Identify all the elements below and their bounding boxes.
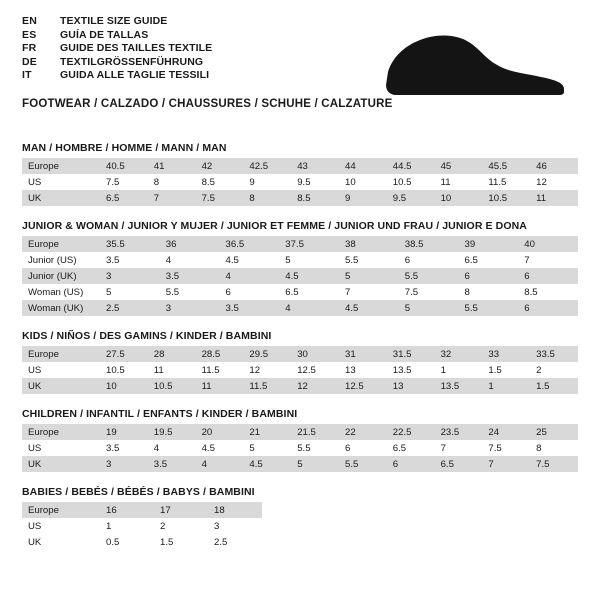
row-label: US [22, 362, 100, 378]
cell: 20 [196, 424, 244, 440]
section-title: KIDS / NIÑOS / DES GAMINS / KINDER / BAMBINI [22, 330, 272, 342]
cell: 30 [291, 346, 339, 362]
cell: 13 [339, 362, 387, 378]
cell: 13.5 [387, 362, 435, 378]
language-title-list [22, 16, 212, 84]
cell: 9.5 [291, 174, 339, 190]
cell: 39 [459, 236, 519, 252]
cell: 7.5 [482, 440, 530, 456]
cell: 11.5 [243, 378, 291, 394]
cell: 5 [339, 268, 399, 284]
section-kids [22, 330, 578, 394]
category-title: FOOTWEAR / CALZADO / CHAUSSURES / SCHUHE / CALZATURE [22, 97, 393, 110]
cell: 33 [482, 346, 530, 362]
row-label: UK [22, 378, 100, 394]
cell: 29.5 [243, 346, 291, 362]
cell: 28.5 [196, 346, 244, 362]
cell: 5 [291, 456, 339, 472]
row-label: UK [22, 456, 100, 472]
cell: 12.5 [291, 362, 339, 378]
language-code: ES [22, 28, 37, 41]
language-row [22, 43, 212, 57]
cell: 40.5 [100, 158, 148, 174]
cell: 5.5 [459, 300, 519, 316]
row-label: Europe [22, 424, 100, 440]
cell: 12.5 [339, 378, 387, 394]
language-row [22, 57, 212, 71]
cell: 41 [148, 158, 196, 174]
cell: 4 [279, 300, 339, 316]
cell: 8 [148, 174, 196, 190]
language-title: TEXTILE SIZE GUIDE [60, 15, 168, 27]
cell: 6 [220, 284, 280, 300]
cell: 3.5 [220, 300, 280, 316]
cell: 7 [518, 252, 578, 268]
cell: 7.5 [530, 456, 578, 472]
cell: 22 [339, 424, 387, 440]
cell: 10 [435, 190, 483, 206]
cell: 6.5 [279, 284, 339, 300]
table-row [22, 158, 578, 174]
section-man [22, 142, 578, 206]
cell: 10.5 [482, 190, 530, 206]
language-code: EN [22, 15, 37, 27]
cell: 3.5 [100, 252, 160, 268]
cell: 11.5 [482, 174, 530, 190]
cell: 3 [100, 456, 148, 472]
cell: 10.5 [148, 378, 196, 394]
cell: 4 [220, 268, 280, 284]
cell: 31.5 [387, 346, 435, 362]
cell: 4.5 [279, 268, 339, 284]
cell: 0.5 [100, 534, 154, 550]
cell: 2 [154, 518, 208, 534]
row-label: Europe [22, 236, 100, 252]
cell: 5.5 [160, 284, 220, 300]
cell: 19 [100, 424, 148, 440]
cell: 22.5 [387, 424, 435, 440]
cell: 5.5 [339, 252, 399, 268]
row-label: Woman (UK) [22, 300, 100, 316]
cell: 3.5 [160, 268, 220, 284]
cell: 37.5 [279, 236, 339, 252]
table-row [22, 362, 578, 378]
size-table [22, 502, 262, 550]
cell: 6.5 [459, 252, 519, 268]
cell: 6 [518, 268, 578, 284]
cell: 12 [530, 174, 578, 190]
cell: 10.5 [100, 362, 148, 378]
cell: 6 [339, 440, 387, 456]
cell: 6 [387, 456, 435, 472]
cell: 4.5 [220, 252, 280, 268]
language-title: GUÍA DE TALLAS [60, 28, 149, 41]
language-row [22, 16, 212, 30]
cell: 8.5 [518, 284, 578, 300]
language-title: GUIDE DES TAILLES TEXTILE [60, 42, 213, 54]
table-row [22, 236, 578, 252]
cell: 4 [196, 456, 244, 472]
table-row [22, 268, 578, 284]
size-table [22, 236, 578, 316]
cell: 5 [399, 300, 459, 316]
size-table [22, 158, 578, 206]
cell: 8 [243, 190, 291, 206]
cell: 42.5 [243, 158, 291, 174]
cell: 40 [518, 236, 578, 252]
size-table [22, 346, 578, 394]
table-row [22, 456, 578, 472]
cell: 8 [459, 284, 519, 300]
cell: 38.5 [399, 236, 459, 252]
cell: 27.5 [100, 346, 148, 362]
cell: 6 [518, 300, 578, 316]
cell: 3.5 [148, 456, 196, 472]
table-row [22, 252, 578, 268]
cell: 7 [435, 440, 483, 456]
cell: 5 [279, 252, 339, 268]
row-label: Woman (US) [22, 284, 100, 300]
cell: 18 [208, 502, 262, 518]
row-label: Europe [22, 502, 100, 518]
cell: 1 [482, 378, 530, 394]
cell: 46 [530, 158, 578, 174]
table-row [22, 440, 578, 456]
cell: 23.5 [435, 424, 483, 440]
row-label: Junior (US) [22, 252, 100, 268]
cell: 32 [435, 346, 483, 362]
cell: 11.5 [196, 362, 244, 378]
cell: 7 [148, 190, 196, 206]
row-label: US [22, 440, 100, 456]
table-row [22, 190, 578, 206]
cell: 11 [196, 378, 244, 394]
language-code: FR [22, 42, 37, 54]
language-row [22, 30, 212, 44]
row-label: UK [22, 190, 100, 206]
cell: 2.5 [100, 300, 160, 316]
cell: 3.5 [100, 440, 148, 456]
cell: 7.5 [399, 284, 459, 300]
document-header [22, 16, 578, 108]
cell: 1.5 [154, 534, 208, 550]
cell: 35.5 [100, 236, 160, 252]
cell: 2.5 [208, 534, 262, 550]
cell: 16 [100, 502, 154, 518]
row-label: US [22, 174, 100, 190]
cell: 13 [387, 378, 435, 394]
cell: 24 [482, 424, 530, 440]
section-title: CHILDREN / INFANTIL / ENFANTS / KINDER / BAMBINI [22, 408, 298, 420]
cell: 1.5 [482, 362, 530, 378]
cell: 21 [243, 424, 291, 440]
cell: 5.5 [399, 268, 459, 284]
table-row [22, 284, 578, 300]
cell: 45 [435, 158, 483, 174]
table-row [22, 534, 262, 550]
cell: 9 [243, 174, 291, 190]
cell: 4.5 [339, 300, 399, 316]
cell: 3 [100, 268, 160, 284]
cell: 31 [339, 346, 387, 362]
cell: 7 [482, 456, 530, 472]
section-title: BABIES / BEBÉS / BÉBÉS / BABYS / BAMBINI [22, 486, 255, 498]
cell: 36 [160, 236, 220, 252]
language-title-list-body [22, 16, 212, 84]
table-row [22, 518, 262, 534]
cell: 13.5 [435, 378, 483, 394]
cell: 7.5 [100, 174, 148, 190]
cell: 4.5 [196, 440, 244, 456]
cell: 1 [435, 362, 483, 378]
language-title: GUIDA ALLE TAGLIE TESSILI [60, 69, 210, 81]
cell: 9 [339, 190, 387, 206]
cell: 6 [459, 268, 519, 284]
cell: 28 [148, 346, 196, 362]
table-row [22, 424, 578, 440]
row-label: US [22, 518, 100, 534]
cell: 4 [160, 252, 220, 268]
language-row [22, 70, 212, 84]
cell: 19.5 [148, 424, 196, 440]
section-title: JUNIOR & WOMAN / JUNIOR Y MUJER / JUNIOR ET FEMME / JUNIOR UND FRAU / JUNIOR E DONA [22, 220, 527, 232]
cell: 25 [530, 424, 578, 440]
cell: 4.5 [243, 456, 291, 472]
cell: 36.5 [220, 236, 280, 252]
cell: 6.5 [387, 440, 435, 456]
cell: 5.5 [291, 440, 339, 456]
cell: 45.5 [482, 158, 530, 174]
cell: 6.5 [100, 190, 148, 206]
cell: 6 [399, 252, 459, 268]
cell: 6.5 [435, 456, 483, 472]
table-row [22, 502, 262, 518]
cell: 3 [208, 518, 262, 534]
cell: 2 [530, 362, 578, 378]
cell: 5.5 [339, 456, 387, 472]
cell: 11 [530, 190, 578, 206]
cell: 17 [154, 502, 208, 518]
cell: 12 [291, 378, 339, 394]
cell: 9.5 [387, 190, 435, 206]
table-row [22, 300, 578, 316]
cell: 10.5 [387, 174, 435, 190]
cell: 44 [339, 158, 387, 174]
section-title: MAN / HOMBRE / HOMME / MANN / MAN [22, 142, 227, 154]
section-babies [22, 486, 578, 550]
cell: 8.5 [291, 190, 339, 206]
language-title: TEXTILGRÖSSENFÜHRUNG [60, 55, 204, 68]
cell: 12 [243, 362, 291, 378]
cell: 42 [196, 158, 244, 174]
section-children [22, 408, 578, 472]
cell: 7 [339, 284, 399, 300]
row-label: UK [22, 534, 100, 550]
table-row [22, 346, 578, 362]
cell: 7.5 [196, 190, 244, 206]
cell: 3 [160, 300, 220, 316]
row-label: Junior (UK) [22, 268, 100, 284]
cell: 5 [243, 440, 291, 456]
row-label: Europe [22, 158, 100, 174]
dress-shoe-icon [378, 28, 568, 100]
cell: 10 [339, 174, 387, 190]
language-code: DE [22, 55, 37, 68]
row-label: Europe [22, 346, 100, 362]
cell: 38 [339, 236, 399, 252]
cell: 8.5 [196, 174, 244, 190]
cell: 10 [100, 378, 148, 394]
cell: 8 [530, 440, 578, 456]
language-code: IT [22, 69, 32, 81]
size-table [22, 424, 578, 472]
cell: 1.5 [530, 378, 578, 394]
table-row [22, 174, 578, 190]
table-row [22, 378, 578, 394]
cell: 33.5 [530, 346, 578, 362]
cell: 11 [435, 174, 483, 190]
cell: 21.5 [291, 424, 339, 440]
cell: 44.5 [387, 158, 435, 174]
cell: 1 [100, 518, 154, 534]
cell: 43 [291, 158, 339, 174]
cell: 5 [100, 284, 160, 300]
section-junior-woman [22, 220, 578, 316]
cell: 4 [148, 440, 196, 456]
cell: 11 [148, 362, 196, 378]
size-sections [22, 142, 578, 550]
